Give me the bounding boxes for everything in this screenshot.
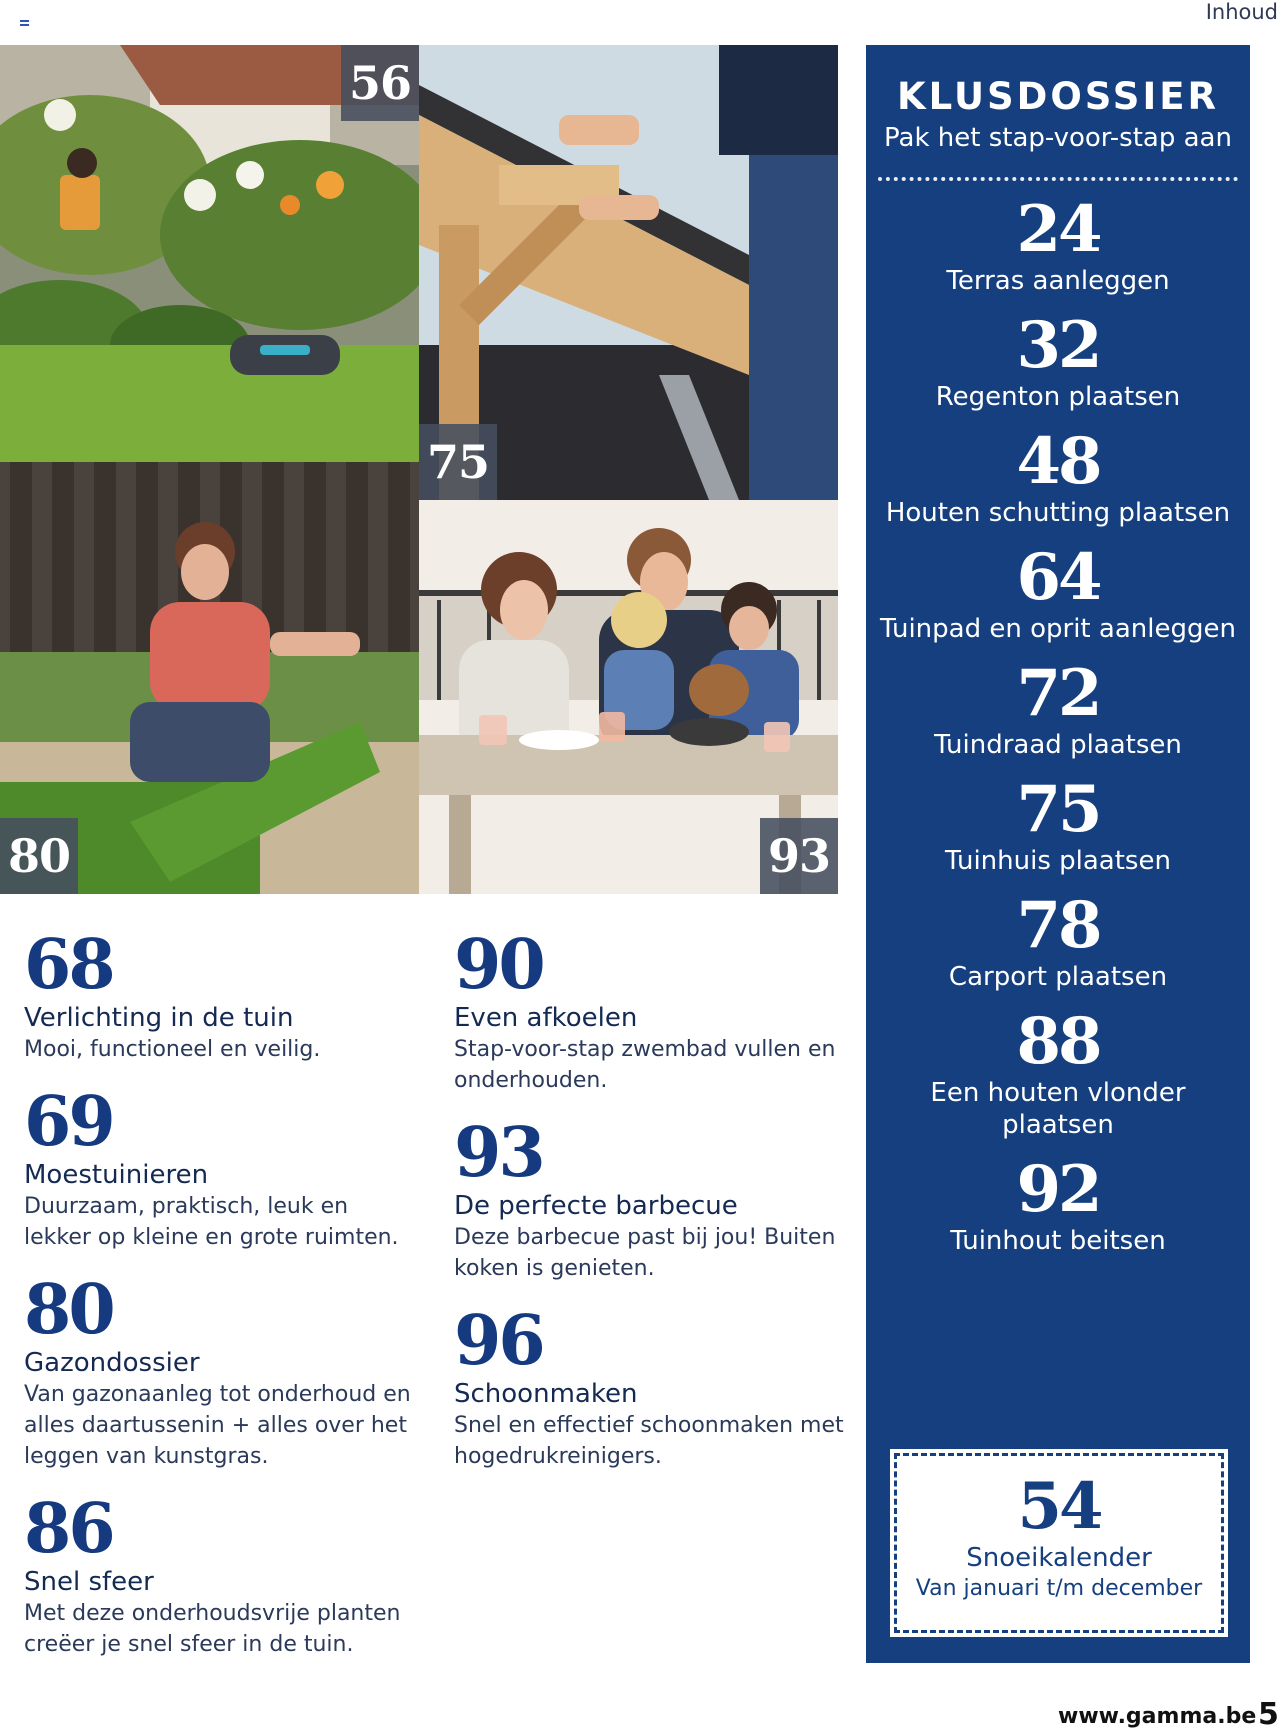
klus-item[interactable] bbox=[866, 424, 1250, 529]
contents-entry[interactable] bbox=[24, 1270, 414, 1472]
entry-title: Snel sfeer bbox=[24, 1567, 154, 1597]
klus-label: Tuinpad en oprit aanleggen bbox=[880, 614, 1236, 644]
entry-page-number: 86 bbox=[24, 1489, 113, 1569]
entry-title: De perfecte barbecue bbox=[454, 1191, 738, 1221]
snoeikalender-box[interactable] bbox=[894, 1453, 1224, 1633]
contents-entry[interactable] bbox=[454, 1113, 844, 1284]
entry-description: Snel en effectief schoonmaken met hogedrukreinigers. bbox=[454, 1413, 844, 1469]
entry-description: Deze barbecue past bij jou! Buiten koken is genieten. bbox=[454, 1225, 836, 1281]
entry-description: Stap-voor-stap zwembad vullen en onderhouden. bbox=[454, 1037, 836, 1093]
contents-entry[interactable] bbox=[454, 1301, 844, 1472]
klus-item[interactable] bbox=[866, 540, 1250, 645]
entry-title: Even afkoelen bbox=[454, 1003, 638, 1033]
entry-description: Van gazonaanleg tot onderhoud en alles daartussenin + alles over het leggen van kunstgras. bbox=[24, 1382, 411, 1469]
klus-item[interactable] bbox=[866, 656, 1250, 761]
klus-item[interactable] bbox=[866, 772, 1250, 877]
klus-label: Tuindraad plaatsen bbox=[934, 730, 1182, 760]
page-badge-56: 56 bbox=[341, 45, 419, 121]
snoei-title: Snoeikalender bbox=[966, 1543, 1152, 1573]
entry-page-number: 69 bbox=[24, 1082, 113, 1162]
page-number: 5 bbox=[1258, 1697, 1279, 1732]
klus-page-number: 72 bbox=[1016, 656, 1100, 731]
menu-icon bbox=[20, 20, 29, 26]
klus-page-number: 78 bbox=[1016, 888, 1100, 963]
klus-page-number: 24 bbox=[1016, 192, 1100, 267]
entry-page-number: 80 bbox=[24, 1270, 113, 1350]
klus-label: Tuinhuis plaatsen bbox=[945, 846, 1171, 876]
entry-title: Schoonmaken bbox=[454, 1379, 638, 1409]
contents-column-left bbox=[24, 925, 414, 1682]
entry-page-number: 90 bbox=[454, 925, 543, 1005]
klus-page-number: 75 bbox=[1016, 772, 1100, 847]
klus-label: Terras aanleggen bbox=[946, 266, 1170, 296]
klus-label: Tuinhout beitsen bbox=[950, 1226, 1166, 1256]
klus-item[interactable] bbox=[866, 192, 1250, 297]
klus-page-number: 92 bbox=[1016, 1152, 1100, 1227]
entry-page-number: 93 bbox=[454, 1113, 543, 1193]
contents-entry[interactable] bbox=[24, 1489, 414, 1660]
klus-label: Regenton plaatsen bbox=[935, 382, 1181, 412]
entry-description: Mooi, functioneel en veilig. bbox=[24, 1037, 321, 1062]
entry-description: Duurzaam, praktisch, leuk en lekker op kleine en grote ruimten. bbox=[24, 1194, 399, 1250]
section-label: Inhoud bbox=[1205, 0, 1278, 24]
snoei-description: Van januari t/m december bbox=[915, 1576, 1203, 1601]
klus-item[interactable] bbox=[866, 1004, 1250, 1141]
contents-entry[interactable] bbox=[24, 925, 414, 1065]
klus-page-number: 88 bbox=[1016, 1004, 1100, 1079]
dotted-divider bbox=[878, 177, 1238, 181]
panel-subtitle: Pak het stap-voor-stap aan bbox=[884, 123, 1232, 153]
klus-page-number: 32 bbox=[1016, 308, 1100, 383]
entry-description: Met deze onderhoudsvrije planten creëer je snel sfeer in de tuin. bbox=[24, 1601, 401, 1657]
entry-title: Gazondossier bbox=[24, 1348, 200, 1378]
klus-label: Houten schutting plaatsen bbox=[885, 498, 1231, 528]
klus-item[interactable] bbox=[866, 888, 1250, 993]
snoei-page-number: 54 bbox=[1017, 1469, 1101, 1544]
page-badge-93: 93 bbox=[760, 818, 838, 894]
klus-item[interactable] bbox=[866, 308, 1250, 413]
klus-page-number: 48 bbox=[1016, 424, 1100, 499]
entry-page-number: 68 bbox=[24, 925, 113, 1005]
klus-label: Een houten vlonder plaatsen bbox=[930, 1078, 1186, 1140]
klus-label: Carport plaatsen bbox=[948, 962, 1168, 992]
page-badge-80: 80 bbox=[0, 818, 78, 894]
page-badge-75: 75 bbox=[419, 424, 497, 500]
panel-title: KLUSDOSSIER bbox=[897, 75, 1219, 118]
entry-page-number: 96 bbox=[454, 1301, 543, 1381]
contents-entry[interactable] bbox=[454, 925, 844, 1096]
klus-page-number: 64 bbox=[1016, 540, 1100, 615]
contents-entry[interactable] bbox=[24, 1082, 414, 1253]
entry-title: Moestuinieren bbox=[24, 1160, 209, 1190]
contents-column-middle bbox=[454, 925, 844, 1494]
entry-title: Verlichting in de tuin bbox=[24, 1003, 294, 1033]
website-link[interactable]: www.gamma.be bbox=[1058, 1704, 1257, 1729]
klus-item[interactable] bbox=[866, 1152, 1250, 1257]
klusdossier-panel bbox=[866, 45, 1250, 1663]
